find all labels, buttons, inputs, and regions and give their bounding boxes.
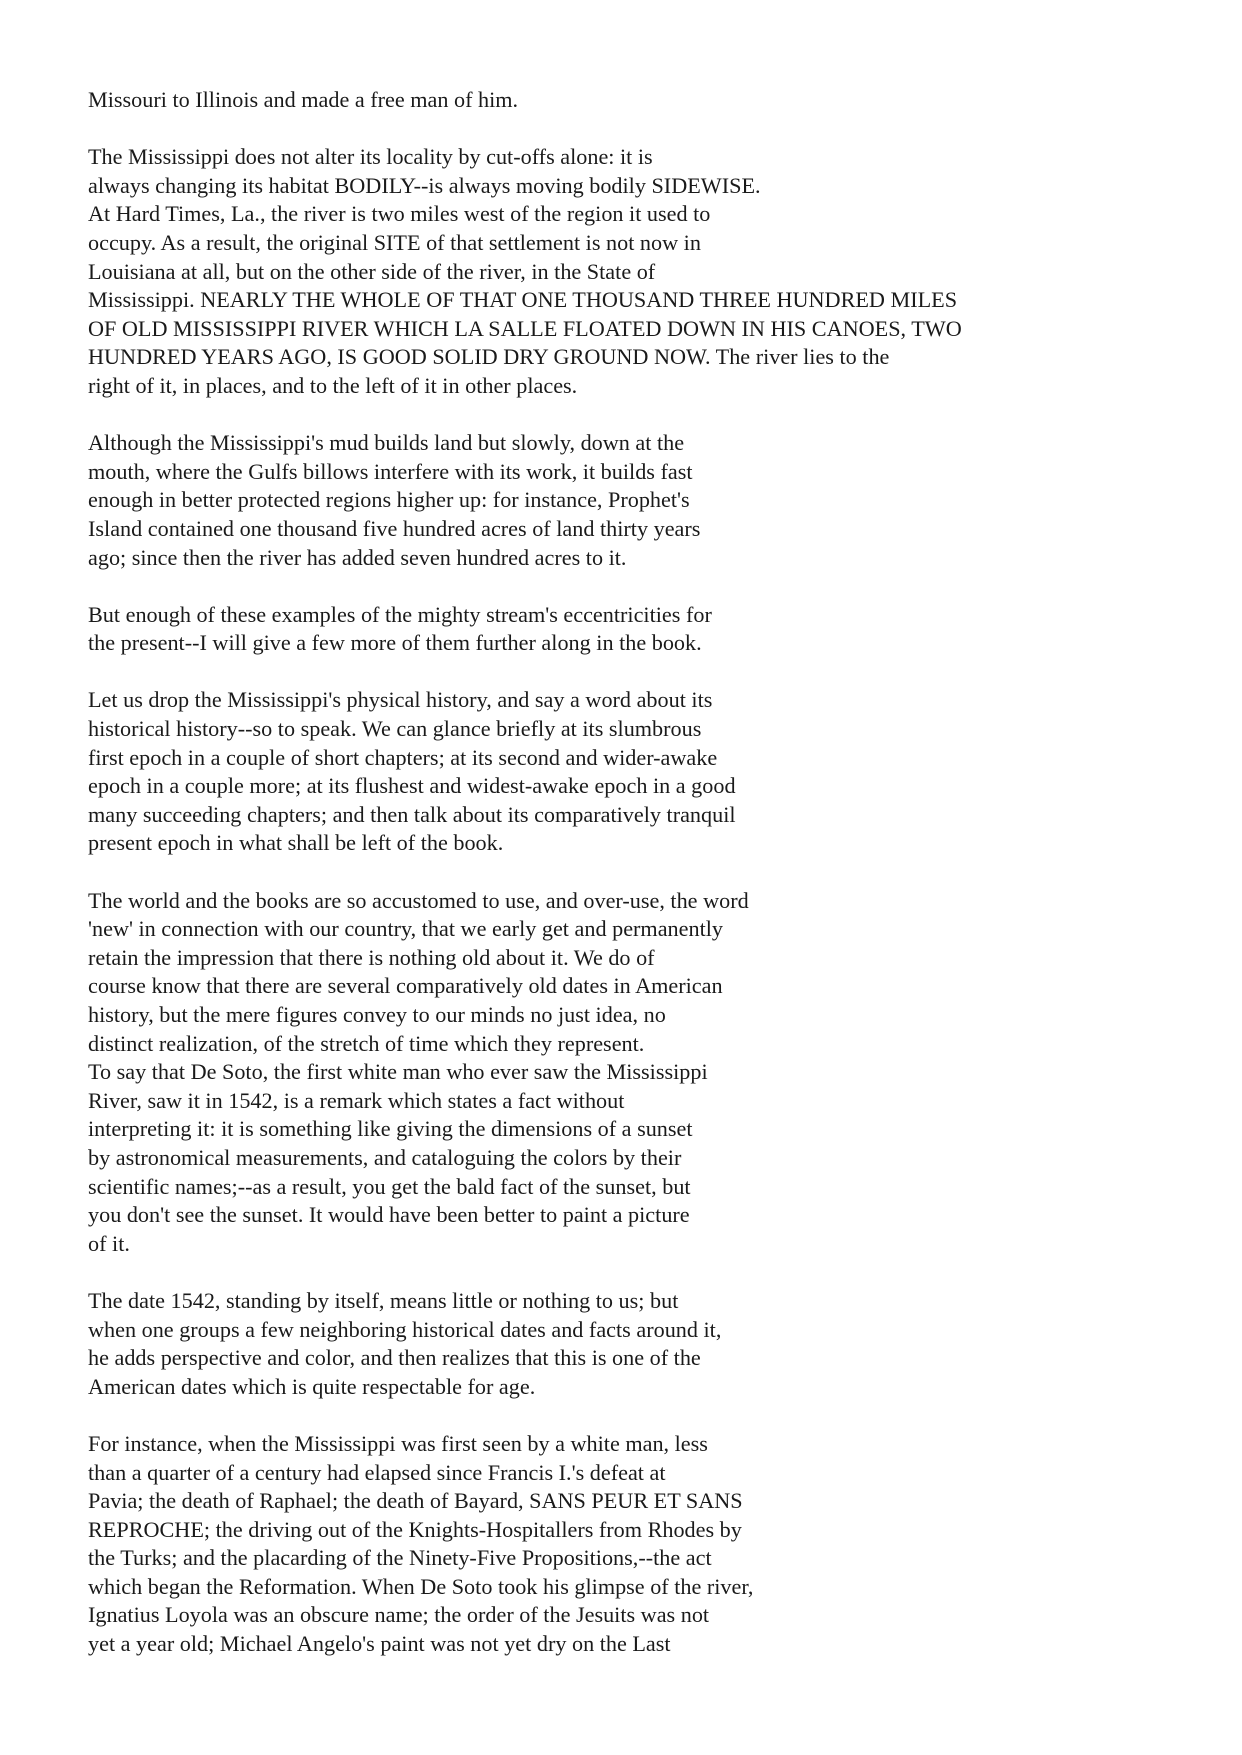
text-line: the present--I will give a few more of them further along in the book. xyxy=(88,630,702,656)
text-line: The Mississippi does not alter its locality by cut-offs alone: it is xyxy=(88,144,653,170)
text-line: the Turks; and the placarding of the Ninety-Five Propositions,--the act xyxy=(88,1545,712,1571)
text-line: always changing its habitat BODILY--is always moving bodily SIDEWISE. xyxy=(88,172,761,198)
text-line: Let us drop the Mississippi's physical history, and say a word about its xyxy=(88,687,713,713)
paragraph xyxy=(88,1430,1218,1659)
text-line: But enough of these examples of the mighty stream's eccentricities for xyxy=(88,601,712,627)
paragraph xyxy=(88,686,1218,858)
text-line: distinct realization, of the stretch of time which they represent. xyxy=(88,1030,645,1056)
text-line: interpreting it: it is something like giving the dimensions of a sunset xyxy=(88,1116,693,1142)
text-line: ago; since then the river has added seven hundred acres to it. xyxy=(88,544,627,570)
text-line: present epoch in what shall be left of the book. xyxy=(88,830,504,856)
text-line: course know that there are several comparatively old dates in American xyxy=(88,973,723,999)
text-line: Pavia; the death of Raphael; the death of Bayard, SANS PEUR ET SANS xyxy=(88,1488,743,1514)
text-line: HUNDRED YEARS AGO, IS GOOD SOLID DRY GROUND NOW. The river lies to the xyxy=(88,344,890,370)
text-line: he adds perspective and color, and then realizes that this is one of the xyxy=(88,1345,701,1371)
text-line: history, but the mere figures convey to our minds no just idea, no xyxy=(88,1002,666,1027)
text-line: The world and the books are so accustomed to use, and over-use, the word xyxy=(88,887,749,913)
text-line: Mississippi. NEARLY THE WHOLE OF THAT ONE THOUSAND THREE HUNDRED MILES xyxy=(88,287,958,313)
paragraph xyxy=(88,887,1218,1259)
text-line: At Hard Times, La., the river is two miles west of the region it used to xyxy=(88,201,711,227)
text-line: yet a year old; Michael Angelo's paint was not yet dry on the Last xyxy=(88,1631,671,1657)
text-line: American dates which is quite respectable for age. xyxy=(88,1373,536,1399)
text-line: River, saw it in 1542, is a remark which states a fact without xyxy=(88,1087,625,1113)
text-line: 'new' in connection with our country, that we early get and permanently xyxy=(88,916,723,942)
text-line: retain the impression that there is nothing old about it. We do of xyxy=(88,944,655,970)
paragraph xyxy=(88,1287,1218,1401)
text-line: historical history--so to speak. We can glance briefly at its slumbrous xyxy=(88,716,702,742)
text-line: For instance, when the Mississippi was first seen by a white man, less xyxy=(88,1430,708,1456)
text-line: Ignatius Loyola was an obscure name; the order of the Jesuits was not xyxy=(88,1602,710,1628)
paragraph xyxy=(88,429,1218,572)
text-line: Although the Mississippi's mud builds land but slowly, down at the xyxy=(88,430,685,456)
text-line: when one groups a few neighboring historical dates and facts around it, xyxy=(88,1316,722,1342)
text-line: OF OLD MISSISSIPPI RIVER WHICH LA SALLE FLOATED DOWN IN HIS CANOES, TWO xyxy=(88,315,962,341)
text-line: Louisiana at all, but on the other side of the river, in the State of xyxy=(88,258,656,284)
text-line: first epoch in a couple of short chapters; at its second and wider-awake xyxy=(88,744,718,770)
text-line: Island contained one thousand five hundred acres of land thirty years xyxy=(88,515,701,541)
text-line: occupy. As a result, the original SITE of that settlement is not now in xyxy=(88,229,701,255)
text-line: by astronomical measurements, and cataloguing the colors by their xyxy=(88,1144,682,1170)
text-line: Missouri to Illinois and made a free man of him. xyxy=(88,87,519,112)
text-line: epoch in a couple more; at its flushest and widest-awake epoch in a good xyxy=(88,773,736,799)
text-line: you don't see the sunset. It would have been better to paint a picture xyxy=(88,1202,690,1228)
paragraph xyxy=(88,143,1218,400)
text-line: mouth, where the Gulfs billows interfere with its work, it builds fast xyxy=(88,458,693,484)
text-line: enough in better protected regions higher up: for instance, Prophet's xyxy=(88,487,690,513)
text-line: right of it, in places, and to the left of it in other places. xyxy=(88,372,578,398)
text-line: than a quarter of a century had elapsed since Francis I.'s defeat at xyxy=(88,1459,666,1485)
text-line: REPROCHE; the driving out of the Knights-Hospitallers from Rhodes by xyxy=(88,1516,742,1542)
paragraph xyxy=(88,86,1218,115)
text-line: many succeeding chapters; and then talk about its comparatively tranquil xyxy=(88,801,736,827)
text-line: The date 1542, standing by itself, means little or nothing to us; but xyxy=(88,1287,679,1313)
text-line: To say that De Soto, the first white man who ever saw the Mississippi xyxy=(88,1059,708,1085)
paragraph xyxy=(88,601,1218,658)
text-line: which began the Reformation. When De Soto took his glimpse of the river, xyxy=(88,1573,754,1599)
document-page xyxy=(88,86,1218,1687)
text-line: scientific names;--as a result, you get the bald fact of the sunset, but xyxy=(88,1173,691,1199)
text-line: of it. xyxy=(88,1230,130,1256)
